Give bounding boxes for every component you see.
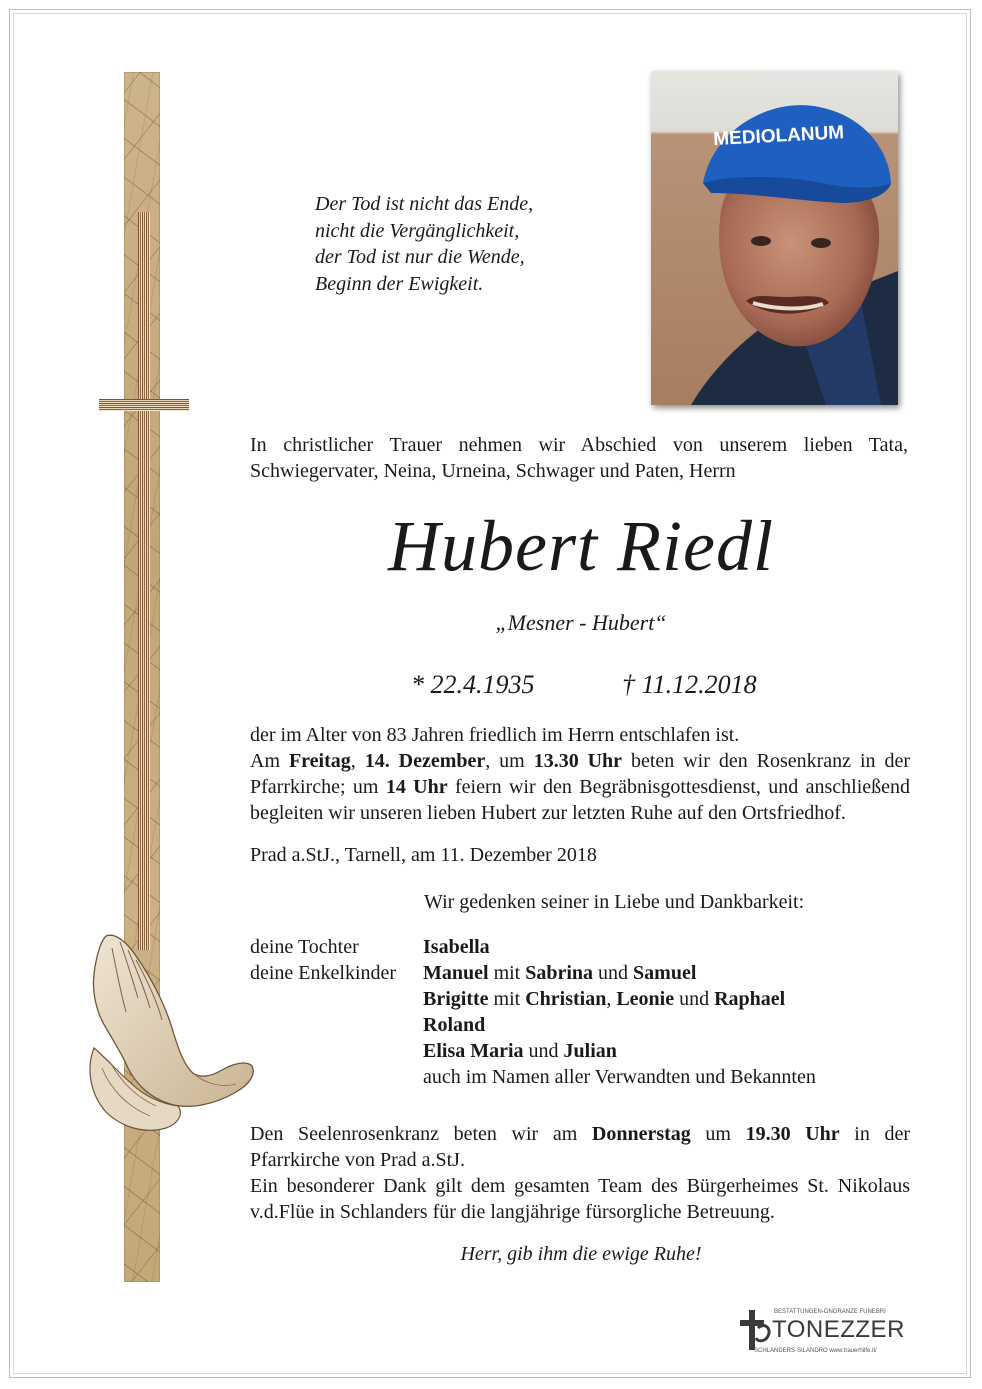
- blessing: Herr, gib ihm die ewige Ruhe!: [460, 1243, 702, 1265]
- praying-hands-icon: [66, 928, 258, 1140]
- closing-text: [250, 1121, 910, 1225]
- logo-name: TONEZZER: [772, 1316, 905, 1343]
- rosary-time: 13.30 Uhr: [533, 750, 623, 772]
- logo-bottom-text: SCHLANDERS-SILANDRO www.trauerhilfe.it/: [754, 1348, 877, 1354]
- poem-line: der Tod ist nur die Wende,: [315, 246, 525, 268]
- svg-text:MEDIOLANUM: MEDIOLANUM: [712, 122, 845, 151]
- mourner-role: deine Tochter: [250, 936, 359, 958]
- closing-line: Ein besonderer Dank gilt dem gesamten Team des Bürgerheimes St. Nikolaus: [250, 1175, 910, 1197]
- remembrance-line: Wir gedenken seiner in Liebe und Dankbarkeit:: [424, 891, 805, 913]
- poem: [315, 191, 533, 297]
- funeral-details: Am Freitag, 14. Dezember, um 13.30 Uhr beten wir den Rosenkranz in der Pfarrkirche; um 14 Uhr feiern wir den Begräbnisgottesdienst, und anschließend begleiten wir unseren lieben Hubert zur letzten Ruhe auf den Ortsfriedhof.: [250, 750, 911, 824]
- closing-line: Pfarrkirche von Prad a.StJ.: [250, 1149, 465, 1171]
- mourner-role: deine Enkelkinder: [250, 962, 397, 984]
- birth-date: * 22.4.1935: [411, 670, 535, 699]
- deceased-name: Hubert Riedl: [388, 506, 774, 586]
- place-date: Prad a.StJ., Tarnell, am 11. Dezember 2018: [250, 844, 597, 866]
- closing-line: Den Seelenrosenkranz beten wir am Donnerstag um 19.30 Uhr in der: [250, 1123, 911, 1145]
- closing-line: v.d.Flüe in Schlanders für die langjährige fürsorgliche Betreuung.: [250, 1201, 775, 1223]
- intro-line: Schwiegervater, Neina, Urneina, Schwager und Paten, Herrn: [250, 460, 736, 482]
- funeral-date: 14. Dezember: [364, 750, 486, 772]
- poem-line: Der Tod ist nicht das Ende,: [315, 193, 534, 215]
- announcement-line: der im Alter von 83 Jahren friedlich im Herrn entschlafen ist.: [250, 724, 740, 746]
- deceased-nickname: „Mesner - Hubert“: [495, 610, 667, 635]
- logo-top-text: BESTATTUNGEN-ONORANZE FUNEBRI: [774, 1309, 886, 1315]
- relatives-line: auch im Namen aller Verwandten und Bekannten: [423, 1066, 816, 1088]
- death-date: † 11.12.2018: [622, 670, 757, 699]
- poem-line: Beginn der Ewigkeit.: [315, 272, 484, 295]
- mass-time: 14 Uhr: [385, 776, 448, 798]
- weekday: Freitag: [288, 750, 351, 772]
- funeral-home-logo: [730, 1308, 920, 1358]
- cross-logo-icon: [738, 1308, 772, 1352]
- cross-bronze-beam: [99, 399, 189, 411]
- intro-text: [250, 432, 908, 484]
- portrait-photo: [651, 71, 898, 405]
- announcement-text: [250, 722, 910, 826]
- mourner-name: Isabella: [423, 936, 490, 958]
- poem-line: nicht die Vergänglichkeit,: [315, 219, 520, 242]
- intro-line: In christlicher Trauer nehmen wir Abschied von unserem lieben Tata,: [250, 434, 908, 456]
